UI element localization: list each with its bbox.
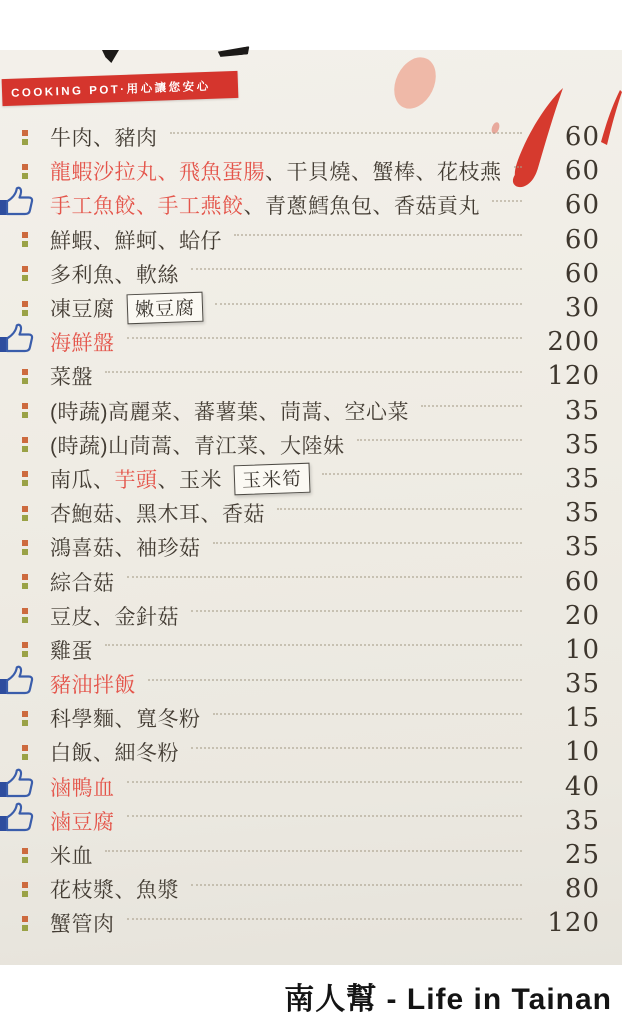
menu-row	[0, 633, 622, 667]
item-name	[50, 601, 179, 631]
item-name	[50, 259, 179, 289]
item-name	[50, 225, 222, 255]
item-name-highlight: 滷鴨血	[50, 776, 115, 800]
item-name	[50, 396, 409, 426]
menu-row	[0, 257, 622, 291]
item-price: 35	[564, 498, 600, 529]
bullet-dots-icon	[22, 301, 28, 316]
item-name	[50, 293, 115, 323]
bullet-dots-icon	[22, 266, 28, 281]
item-name-segment: (時蔬)山茼蒿、青江菜、大陸妹	[50, 434, 345, 458]
item-name-segment: 綜合菇	[50, 571, 115, 595]
dotted-leader	[277, 508, 522, 510]
item-name	[50, 498, 265, 528]
menu-row	[0, 223, 622, 257]
bullet-dots-icon	[22, 471, 28, 486]
item-name-segment: 蟹管肉	[50, 913, 115, 937]
item-name	[50, 908, 115, 938]
item-price: 35	[564, 395, 600, 426]
bullet-dots-icon	[0, 471, 50, 486]
thumbs-up-icon	[0, 665, 50, 703]
item-price: 35	[564, 429, 600, 460]
bullet-dots-icon	[22, 848, 28, 863]
bullet-dots-icon	[0, 369, 50, 384]
item-price: 35	[564, 463, 600, 494]
item-name-segment: 科學麵、寬冬粉	[50, 708, 201, 732]
bullet-dots-icon	[22, 130, 28, 145]
dotted-leader	[421, 405, 522, 407]
dotted-leader	[127, 337, 523, 339]
item-price: 60	[564, 224, 600, 255]
dotted-leader	[191, 610, 522, 612]
dotted-leader	[170, 132, 523, 134]
thumbs-up-icon	[0, 186, 50, 224]
item-name	[50, 703, 201, 733]
dotted-leader	[191, 268, 522, 270]
item-name-segment: 、玉米	[157, 468, 222, 492]
bullet-dots-icon	[22, 711, 28, 726]
item-name-segment: 凍豆腐	[50, 298, 115, 322]
bullet-dots-icon	[22, 642, 28, 657]
item-name-highlight: 海鮮盤	[50, 332, 115, 356]
item-name	[50, 361, 93, 391]
dotted-leader	[357, 439, 523, 441]
menu-row	[0, 188, 622, 222]
item-name-segment: 花枝漿、魚漿	[50, 879, 179, 903]
item-price: 60	[564, 258, 600, 289]
item-price: 10	[564, 634, 600, 665]
menu-row	[0, 359, 622, 393]
dotted-leader	[105, 644, 522, 646]
thumbs-up-icon	[0, 768, 38, 806]
item-name-segment: 多利魚、軟絲	[50, 263, 179, 287]
watermark-text: 南人幫 - Life in Tainan	[284, 983, 612, 1016]
menu-photo	[0, 50, 622, 965]
banner-text: COOKING POT·用心讓您安心	[10, 80, 211, 100]
bullet-dots-icon	[22, 506, 28, 521]
bullet-dots-icon	[22, 540, 28, 555]
dotted-leader	[322, 473, 522, 475]
item-note-sticker: 嫩豆腐	[126, 292, 203, 325]
item-price: 20	[564, 600, 600, 631]
item-name-segment: 雞蛋	[50, 639, 93, 663]
dotted-leader	[213, 713, 523, 715]
thumbs-up-icon	[0, 665, 38, 703]
item-name	[50, 190, 480, 220]
item-price: 40	[564, 771, 600, 802]
cropped-logo-mark	[218, 46, 251, 58]
menu-row	[0, 462, 622, 496]
item-price: 60	[564, 122, 600, 153]
menu-row	[0, 325, 622, 359]
bullet-dots-icon	[22, 437, 28, 452]
bullet-dots-icon	[0, 506, 50, 521]
thumbs-up-icon	[0, 323, 50, 361]
header-banner	[2, 71, 239, 106]
menu-row	[0, 291, 622, 325]
item-name	[50, 532, 201, 562]
dotted-leader	[105, 850, 522, 852]
menu-row	[0, 735, 622, 769]
dotted-leader	[127, 576, 523, 578]
bullet-dots-icon	[22, 882, 28, 897]
dotted-leader	[127, 781, 523, 783]
menu-item-list	[0, 120, 622, 941]
dotted-leader	[514, 166, 523, 168]
item-name-highlight: 龍蝦沙拉丸、飛魚蛋腸	[50, 161, 265, 185]
item-name	[50, 840, 93, 870]
pink-smudge-decoration	[386, 50, 444, 115]
menu-row	[0, 428, 622, 462]
item-name-segment: 、青蔥鱈魚包、香菇貢丸	[243, 195, 480, 219]
menu-row	[0, 770, 622, 804]
item-name-segment: 鮮蝦、鮮蚵、蛤仔	[50, 229, 222, 253]
item-name-segment: 白飯、細冬粉	[50, 742, 179, 766]
bullet-dots-icon	[0, 642, 50, 657]
dotted-leader	[234, 234, 522, 236]
menu-row	[0, 496, 622, 530]
dotted-leader	[191, 747, 522, 749]
cropped-logo-mark	[102, 50, 119, 63]
item-name	[50, 635, 93, 665]
item-name	[50, 806, 115, 836]
bullet-dots-icon	[22, 608, 28, 623]
item-name	[50, 122, 158, 152]
bullet-dots-icon	[0, 916, 50, 931]
bullet-dots-icon	[0, 232, 50, 247]
thumbs-up-icon	[0, 186, 38, 224]
item-price: 35	[564, 669, 600, 700]
thumbs-up-icon	[0, 802, 38, 840]
bullet-dots-icon	[0, 164, 50, 179]
item-name	[50, 156, 502, 186]
item-name-segment: 菜盤	[50, 366, 93, 390]
dotted-leader	[127, 918, 523, 920]
bullet-dots-icon	[22, 574, 28, 589]
menu-row	[0, 872, 622, 906]
bullet-dots-icon	[0, 437, 50, 452]
item-price: 60	[564, 156, 600, 187]
item-name-highlight: 手工魚餃、手工燕餃	[50, 195, 244, 219]
bullet-dots-icon	[0, 882, 50, 897]
bullet-dots-icon	[22, 916, 28, 931]
item-price: 60	[564, 566, 600, 597]
item-name	[50, 772, 115, 802]
bullet-dots-icon	[22, 369, 28, 384]
bullet-dots-icon	[22, 232, 28, 247]
menu-row	[0, 394, 622, 428]
item-name-segment: 牛肉、豬肉	[50, 127, 158, 151]
bullet-dots-icon	[0, 130, 50, 145]
bullet-dots-icon	[0, 574, 50, 589]
bullet-dots-icon	[0, 711, 50, 726]
menu-row	[0, 120, 622, 154]
item-price: 10	[564, 737, 600, 768]
item-name	[50, 327, 115, 357]
item-price: 35	[564, 532, 600, 563]
dotted-leader	[127, 815, 523, 817]
dotted-leader	[191, 884, 522, 886]
item-name	[50, 669, 136, 699]
menu-row	[0, 564, 622, 598]
item-name	[50, 874, 179, 904]
item-price: 35	[564, 805, 600, 836]
menu-row	[0, 667, 622, 701]
menu-row	[0, 906, 622, 940]
bullet-dots-icon	[0, 608, 50, 623]
item-price: 30	[564, 293, 600, 324]
menu-row	[0, 599, 622, 633]
menu-row	[0, 154, 622, 188]
item-name-segment: (時蔬)高麗菜、蕃薯葉、茼蒿、空心菜	[50, 400, 409, 424]
menu-row	[0, 530, 622, 564]
item-name-segment: 鴻喜菇、袖珍菇	[50, 537, 201, 561]
item-name-segment: 米血	[50, 845, 93, 869]
dotted-leader	[215, 303, 522, 305]
bullet-dots-icon	[22, 745, 28, 760]
menu-row	[0, 701, 622, 735]
item-price: 120	[547, 361, 600, 392]
item-name-segment: 、干貝燒、蟹棒、花枝燕	[265, 161, 502, 185]
item-price: 15	[564, 703, 600, 734]
bullet-dots-icon	[0, 848, 50, 863]
bullet-dots-icon	[0, 403, 50, 418]
item-name-highlight: 豬油拌飯	[50, 674, 136, 698]
bullet-dots-icon	[0, 540, 50, 555]
dotted-leader	[105, 371, 522, 373]
item-price: 120	[547, 908, 600, 939]
menu-row	[0, 838, 622, 872]
item-name-highlight: 滷豆腐	[50, 810, 115, 834]
bullet-dots-icon	[22, 164, 28, 179]
item-name-segment: 豆皮、金針菇	[50, 605, 179, 629]
item-name	[50, 464, 222, 494]
dotted-leader	[148, 679, 522, 681]
dotted-leader	[213, 542, 523, 544]
item-price: 60	[564, 190, 600, 221]
item-name	[50, 430, 345, 460]
dotted-leader	[492, 200, 522, 202]
bullet-dots-icon	[22, 403, 28, 418]
bullet-dots-icon	[0, 266, 50, 281]
item-name-highlight: 芋頭	[114, 468, 158, 492]
thumbs-up-icon	[0, 768, 50, 806]
bullet-dots-icon	[0, 745, 50, 760]
item-price: 25	[564, 840, 600, 871]
item-price: 200	[547, 327, 600, 358]
menu-row	[0, 804, 622, 838]
item-name-segment: 南瓜、	[50, 468, 115, 492]
item-name-segment: 杏鮑菇、黑木耳、香菇	[50, 503, 265, 527]
bullet-dots-icon	[0, 301, 50, 316]
thumbs-up-icon	[0, 323, 38, 361]
item-price: 80	[564, 874, 600, 905]
thumbs-up-icon	[0, 802, 50, 840]
item-name	[50, 737, 179, 767]
item-note-sticker: 玉米筍	[233, 463, 310, 496]
item-name	[50, 567, 115, 597]
